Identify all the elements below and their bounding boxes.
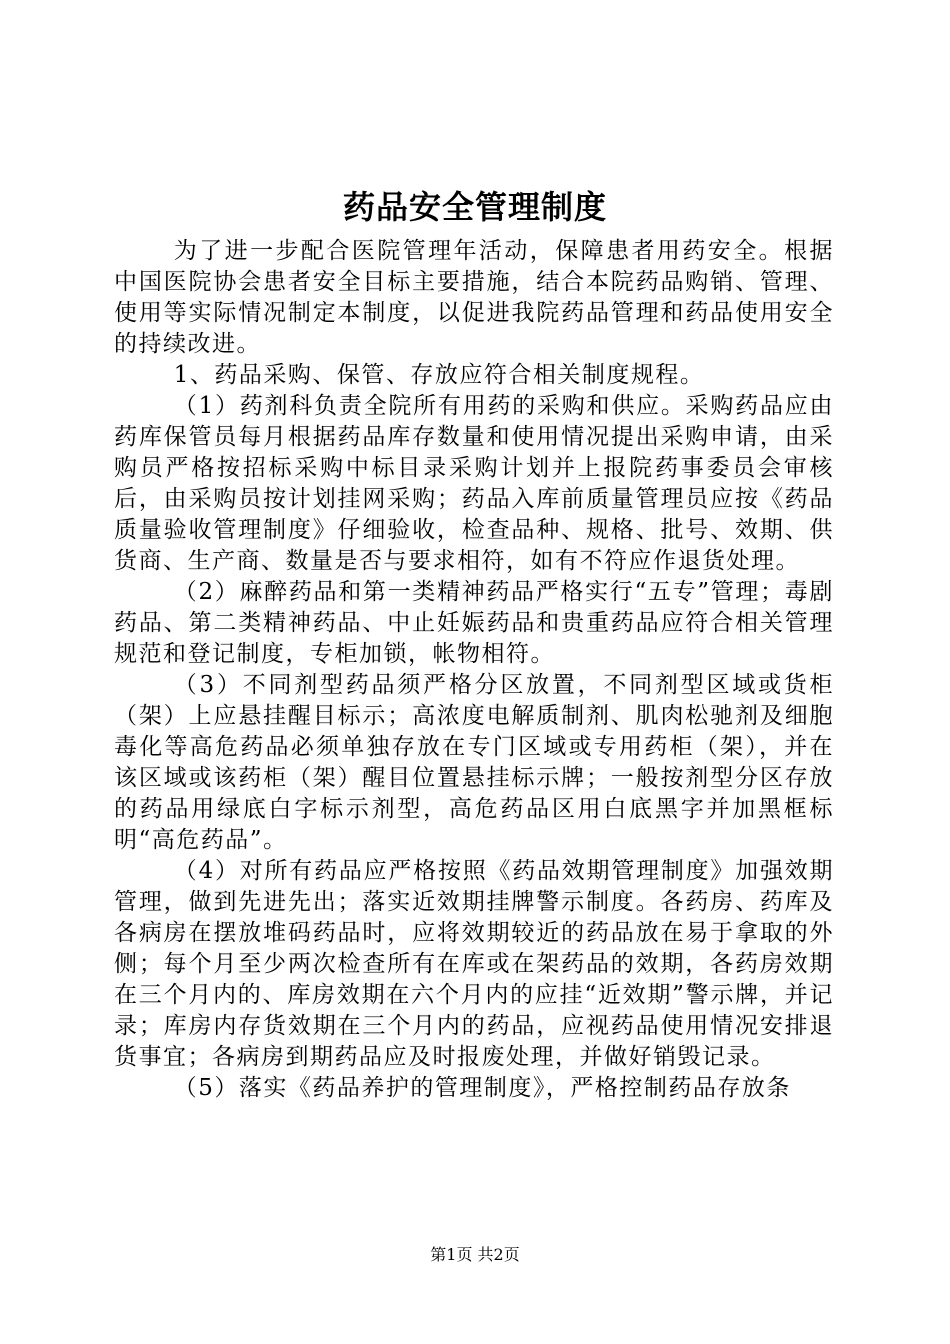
document-title: 药品安全管理制度 [342,188,607,226]
paragraph-item-4: （4）对所有药品应严格按照《药品效期管理制度》加强效期管理，做到先进先出；落实近效期挂牌警示制度。各药房、药库及各病房在摆放堆码药品时，应将效期较近的药品放在易于拿取的外侧；每个月至少两次检查所有在库或在架药品的效期，各药房效期在三个月内的、库房效期在六个月内的应挂“近效期”警示牌，并记录；库房内存货效期在三个月内的药品，应视药品使用情况安排退货事宜；各病房到期药品应及时报废处理，并做好销毁记录。 [114,858,834,1070]
paragraph-item-2: （2）麻醉药品和第一类精神药品严格实行“五专”管理；毒剧药品、第二类精神药品、中止妊娠药品和贵重药品应符合相关管理规范和登记制度，专柜加锁，帐物相符。 [114,579,834,667]
page-footer: 第1页 共2页 [430,1245,520,1264]
paragraph-intro: 为了进一步配合医院管理年活动，保障患者用药安全。根据中国医院协会患者安全目标主要措施，结合本院药品购销、管理、使用等实际情况制定本制度，以促进我院药品管理和药品使用安全的持续改进。 [114,238,834,357]
paragraph-item-1: （1）药剂科负责全院所有用药的采购和供应。采购药品应由药库保管员每月根据药品库存数量和使用情况提出采购申请，由采购员严格按招标采购中标目录采购计划并上报院药事委员会审核后，由采购员按计划挂网采购；药品入库前质量管理员应按《药品质量验收管理制度》仔细验收，检查品种、规格、批号、效期、供货商、生产商、数量是否与要求相符，如有不符应作退货处理。 [114,393,834,574]
paragraph-item-5: （5）落实《药品养护的管理制度》，严格控制药品存放条 [173,1075,791,1101]
document-body [114,236,834,1104]
paragraph-section-1: 1、药品采购、保管、存放应符合相关制度规程。 [173,362,705,388]
paragraph-item-3: （3）不同剂型药品须严格分区放置，不同剂型区域或货柜（架）上应悬挂醒目标示；高浓度电解质制剂、肌肉松驰剂及细胞毒化等高危药品必须单独存放在专门区域或专用药柜（架），并在该区域或该药柜（架）醒目位置悬挂标示牌；一般按剂型分区存放的药品用绿底白字标示剂型，高危药品区用白底黑字并加黑框标明“高危药品”。 [114,672,834,853]
